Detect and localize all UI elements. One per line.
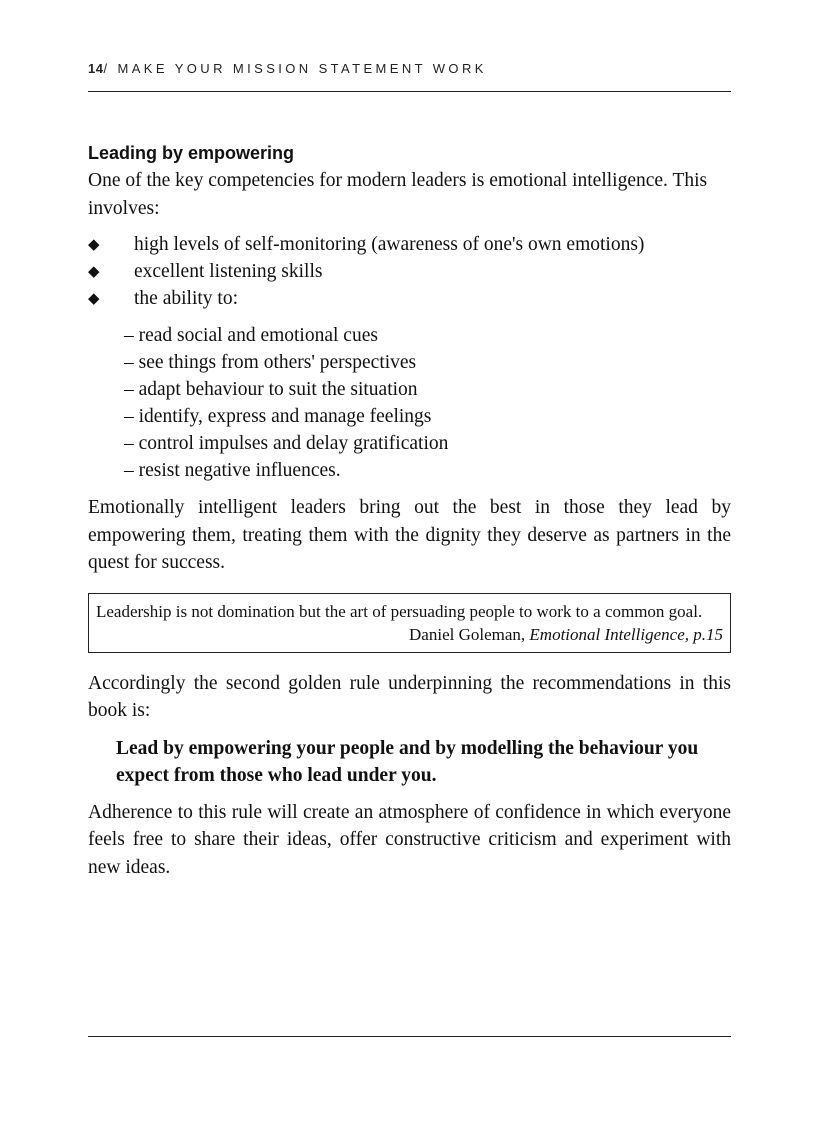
- competency-list: [88, 231, 731, 312]
- intro-paragraph: One of the key competencies for modern leaders is emotional intelligence. This involves:: [88, 170, 708, 219]
- closing-paragraph: Adherence to this rule will create an atmosphere of confidence in which everyone feels free to share their ideas, offer constructive criticism and experiment with new ideas.: [88, 801, 731, 878]
- list-item: [88, 285, 731, 312]
- running-title: MAKE YOUR MISSION STATEMENT WORK: [117, 61, 487, 76]
- diamond-bullet-icon: ◆: [88, 235, 100, 253]
- sub-list-item: – adapt behaviour to suit the situation: [124, 379, 418, 400]
- quote-source: Emotional Intelligence, p.15: [529, 624, 723, 644]
- abilities-list: [124, 322, 731, 484]
- sub-list-item: – see things from others' perspectives: [124, 352, 417, 373]
- sub-list-item: – read social and emotional cues: [124, 325, 378, 346]
- diamond-bullet-icon: ◆: [88, 262, 100, 280]
- sub-list-item: – resist negative influences.: [124, 460, 341, 481]
- list-item-text: excellent listening skills: [134, 261, 323, 282]
- section-heading: Leading by empowering: [88, 143, 295, 163]
- quote-author: Daniel Goleman,: [409, 624, 526, 644]
- running-head: [88, 61, 731, 76]
- sub-list-item: – control impulses and delay gratification: [124, 433, 449, 454]
- sub-list-item: – identify, express and manage feelings: [124, 406, 432, 427]
- golden-rule: Lead by empowering your people and by modelling the behaviour you expect from those who lead under you.: [116, 737, 699, 786]
- page-number: 14: [88, 61, 104, 76]
- quote-attribution: [96, 623, 723, 646]
- rule-intro-paragraph: Accordingly the second golden rule underpinning the recommendations in this book is:: [88, 672, 731, 721]
- list-item-text: high levels of self-monitoring (awareness of one's own emotions): [134, 234, 645, 255]
- list-item: [88, 231, 731, 258]
- quote-text: Leadership is not domination but the art of persuading people to work to a common goal.: [96, 601, 703, 621]
- header-rule: [88, 91, 731, 92]
- summary-paragraph: Emotionally intelligent leaders bring out the best in those they lead by empowering them, treating them with the dignity they deserve as partners in the quest for success.: [88, 497, 731, 573]
- list-item-text: the ability to:: [134, 288, 238, 309]
- page-content: [88, 140, 731, 881]
- quote-box: [88, 593, 731, 653]
- footer-rule: [88, 1036, 731, 1037]
- list-item: [88, 258, 731, 285]
- running-head-separator: /: [103, 61, 111, 76]
- book-page: [88, 0, 731, 1123]
- diamond-bullet-icon: ◆: [88, 289, 100, 307]
